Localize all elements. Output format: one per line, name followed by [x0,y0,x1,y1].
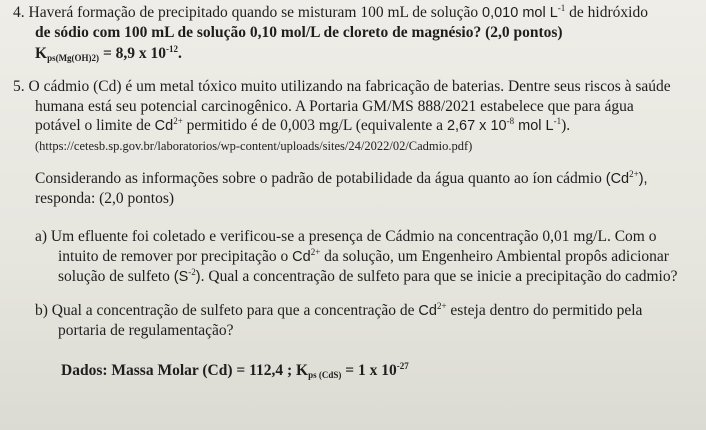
q4-number: 4. [13,4,25,21]
q5-line-3: potável o limite de $Cd^{2+}$ permitido é de 0,003 mg/L (equivalente a 2,67 x $10^{-8}$ mol $L^{-1}$). [35,116,571,134]
item-b-line-2: portaria de regulamentação? [58,322,234,339]
intro-line-1: Considerando as informações sobre o padrão de potabilidade da água quanto ao íon cádmio $(Cd^{2+})$, [35,169,648,187]
q5-number: 5. [13,78,25,95]
intro-line-2: responda: (2,0 pontos) [35,190,175,207]
item-a-line-3: solução de sulfeto $(S^{-2})$. Qual a concentração de sulfeto para que se inicie a precipitação do cadmio? [58,267,678,285]
q4-line-2: de sódio com 100 mL de solução 0,10 mol/L de cloreto de magnésio? (2,0 pontos) [35,24,563,41]
q5-source-url: (https://cetesb.sp.gov.br/laboratorios/wp-content/uploads/sites/24/2022/02/Cadmio.pdf) [35,139,473,153]
dados-line: Dados: Massa Molar (Cd) = 112,4 ; $K_{ps (CdS)} = 1$ x $10^{-27}$ [61,361,409,380]
q5-line-2: humana está seu potencial carcinogênico. A Portaria GM/MS 888/2021 estabelece que para água [35,98,634,115]
q4-kps-formula: $K_{ps(Mg(OH)2)} = 8,9$ x $10^{-12}$. [35,44,182,63]
item-b-line-1: b) Qual a concentração de sulfeto para que a concentração de $Cd^{2+}$ esteja dentro do permitido pela [35,301,643,319]
q4-line-1: 4. Haverá formação de precipitado quando se misturam 100 mL de solução 0,010 mol $L^{-1}$ de hidróxido [13,3,648,21]
item-a-line-1: a) Um efluente foi coletado e verificou-se a presença de Cádmio na concentração 0,01 mg/L. Com o [35,228,657,245]
item-a-line-2: intuito de remover por precipitação o $Cd^{2+}$ da solução, um Engenheiro Ambiental propôs adicionar [58,247,669,265]
q5-line-1: 5. O cádmio (Cd) é um metal tóxico muito utilizando na fabricação de baterias. Dentre seus riscos à saúde [13,78,671,95]
